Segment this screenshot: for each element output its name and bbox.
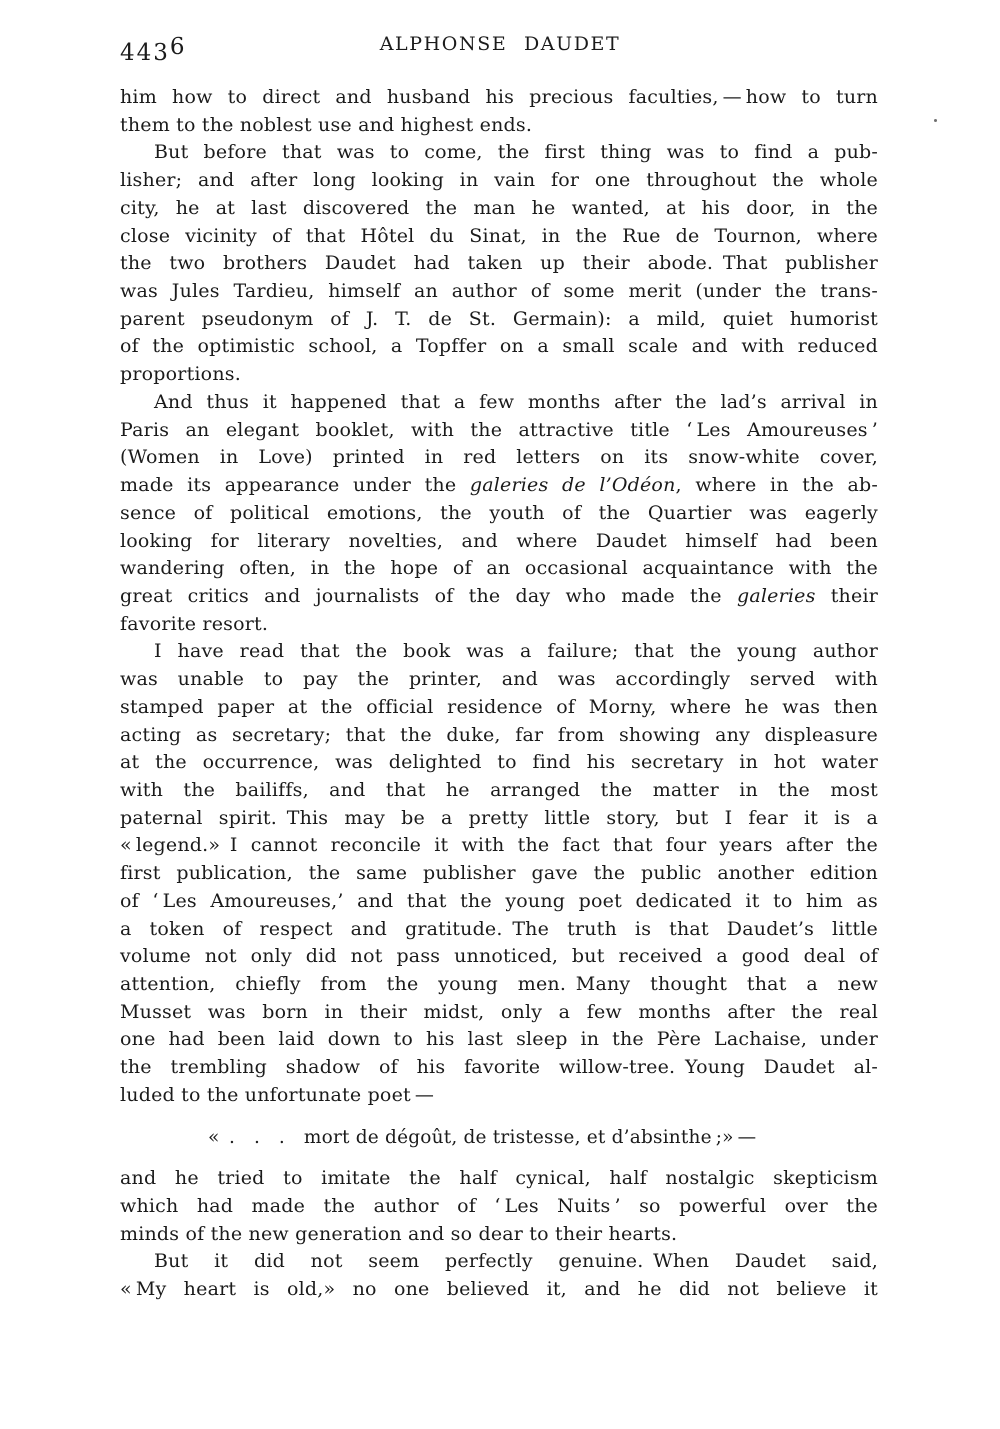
italic-text-run: galeries de l’Odéon bbox=[469, 474, 676, 497]
text-line bbox=[120, 1054, 878, 1082]
page-number-raised-digit: 6 bbox=[169, 34, 187, 60]
text-run: was unable to pay the printer, and was accordingly served with bbox=[120, 668, 878, 691]
text-line bbox=[120, 223, 878, 251]
text-run: minds of the new generation and so dear to their hearts. bbox=[120, 1222, 678, 1245]
text-line bbox=[120, 112, 878, 140]
text-line bbox=[120, 722, 878, 750]
text-run: him how to direct and husband his precious faculties, — how to turn bbox=[120, 86, 878, 108]
text-run: great critics and journalists of the day who made the bbox=[120, 584, 737, 607]
text-line bbox=[120, 1221, 878, 1249]
text-run: wandering often, in the hope of an occasional acquaintance with the bbox=[120, 557, 878, 580]
text-run: stamped paper at the official residence of Morny, where he was then bbox=[120, 695, 878, 718]
text-line bbox=[120, 694, 878, 722]
text-run: But it did not seem perfectly genuine. When Daudet said, bbox=[154, 1250, 878, 1273]
text-line bbox=[120, 472, 878, 500]
text-run: attention, chiefly from the young men. Many thought that a new bbox=[120, 973, 878, 995]
page-number-main: 443 bbox=[120, 40, 170, 66]
text-run: first publication, the same publisher gave the public another edition bbox=[120, 862, 878, 885]
text-line bbox=[120, 389, 878, 417]
text-run: « . . . mort de dégoût, de tristesse, et d’absinthe ;» — bbox=[208, 1126, 757, 1148]
text-line bbox=[120, 583, 878, 611]
text-run: was Jules Tardieu, himself an author of some merit (under the trans- bbox=[120, 280, 878, 303]
text-line bbox=[120, 528, 878, 556]
running-header: ALPHONSE DAUDET bbox=[379, 33, 621, 55]
text-line bbox=[120, 333, 878, 361]
quote-line bbox=[120, 1124, 878, 1152]
scan-speck bbox=[934, 119, 937, 122]
text-run: their bbox=[815, 584, 879, 607]
text-line bbox=[120, 611, 878, 639]
text-line bbox=[120, 832, 878, 860]
text-run: But before that was to come, the first thing was to find a pub- bbox=[154, 141, 878, 164]
text-line bbox=[120, 167, 878, 195]
text-run: proportions. bbox=[120, 363, 241, 386]
text-line bbox=[120, 638, 878, 666]
text-run: lisher; and after long looking in vain for one throughout the whole bbox=[120, 169, 878, 192]
text-line bbox=[120, 971, 878, 999]
text-run: acting as secretary; that the duke, far from showing any displeasure bbox=[120, 723, 878, 746]
text-line bbox=[120, 666, 878, 694]
text-run: them to the noblest use and highest ends. bbox=[120, 113, 533, 136]
text-line bbox=[120, 888, 878, 916]
text-run: which had made the author of ‘ Les Nuits ’ so powerful over the bbox=[120, 1195, 878, 1218]
text-line bbox=[120, 195, 878, 223]
text-line bbox=[120, 999, 878, 1027]
text-run: a token of respect and gratitude. The truth is that Daudet’s little bbox=[120, 917, 878, 940]
text-run: one had been laid down to his last sleep in the Père Lachaise, under bbox=[120, 1028, 878, 1051]
text-run: looking for literary novelties, and where Daudet himself had been bbox=[120, 529, 878, 552]
text-run: and he tried to imitate the half cynical, half nostalgic skepticism bbox=[120, 1167, 878, 1190]
text-run: luded to the unfortunate poet — bbox=[120, 1083, 435, 1106]
text-line bbox=[120, 417, 878, 445]
text-run: Paris an elegant booklet, with the attractive title ‘ Les Amoureuses ’ bbox=[120, 418, 878, 441]
text-line bbox=[120, 278, 878, 306]
text-run: , where in the ab- bbox=[675, 474, 878, 497]
text-run: made its appearance under the bbox=[120, 474, 470, 497]
text-run: of ‘ Les Amoureuses,’ and that the young poet dedicated it to him as bbox=[120, 889, 878, 912]
text-line bbox=[120, 1026, 878, 1054]
text-run: volume not only did not pass unnoticed, but received a good deal of bbox=[120, 945, 878, 968]
text-line bbox=[120, 139, 878, 167]
text-line bbox=[120, 1276, 878, 1304]
text-line bbox=[120, 1193, 878, 1221]
text-line bbox=[120, 84, 878, 112]
text-run: with the bailiffs, and that he arranged the matter in the most bbox=[120, 778, 878, 801]
text-run: city, he at last discovered the man he wanted, at his door, in the bbox=[120, 196, 878, 219]
text-run: the trembling shadow of his favorite willow-tree. Young Daudet al- bbox=[120, 1056, 878, 1079]
text-run: the two brothers Daudet had taken up their abode. That publisher bbox=[120, 252, 878, 275]
text-line bbox=[120, 500, 878, 528]
text-line bbox=[120, 1082, 878, 1110]
text-line bbox=[120, 943, 878, 971]
text-line bbox=[120, 1248, 878, 1276]
text-line bbox=[120, 805, 878, 833]
text-run: of the optimistic school, a Topffer on a small scale and with reduced bbox=[120, 335, 878, 358]
text-line bbox=[120, 1165, 878, 1193]
text-run: at the occurrence, was delighted to find his secretary in hot water bbox=[120, 751, 878, 774]
text-line bbox=[120, 361, 878, 389]
text-line bbox=[120, 306, 878, 334]
text-run: Musset was born in their midst, only a few months after the real bbox=[120, 1000, 878, 1023]
text-run: paternal spirit. This may be a pretty little story, but I fear it is a bbox=[120, 806, 878, 829]
text-run: I have read that the book was a failure; that the young author bbox=[154, 640, 878, 663]
text-line bbox=[120, 777, 878, 805]
text-line bbox=[120, 916, 878, 944]
italic-text-run: galeries bbox=[736, 584, 816, 607]
text-run: « legend.» I cannot reconcile it with the fact that four years after the bbox=[120, 834, 878, 857]
text-run: (Women in Love) printed in red letters on its snow-white cover, bbox=[120, 446, 878, 469]
text-run: sence of political emotions, the youth of the Quartier was eagerly bbox=[120, 501, 878, 524]
text-line bbox=[120, 555, 878, 583]
text-run: « My heart is old,» no one believed it, and he did not believe it bbox=[120, 1278, 878, 1301]
text-line bbox=[120, 250, 878, 278]
text-line bbox=[120, 860, 878, 888]
text-run: favorite resort. bbox=[120, 612, 269, 635]
text-line bbox=[120, 749, 878, 777]
text-run: And thus it happened that a few months after the lad’s arrival in bbox=[154, 390, 878, 413]
text-block bbox=[120, 84, 878, 1304]
text-line bbox=[120, 444, 878, 472]
text-run: parent pseudonym of J. T. de St. Germain): a mild, quiet humorist bbox=[120, 307, 878, 330]
text-run: close vicinity of that Hôtel du Sinat, in the Rue de Tournon, where bbox=[120, 224, 878, 247]
